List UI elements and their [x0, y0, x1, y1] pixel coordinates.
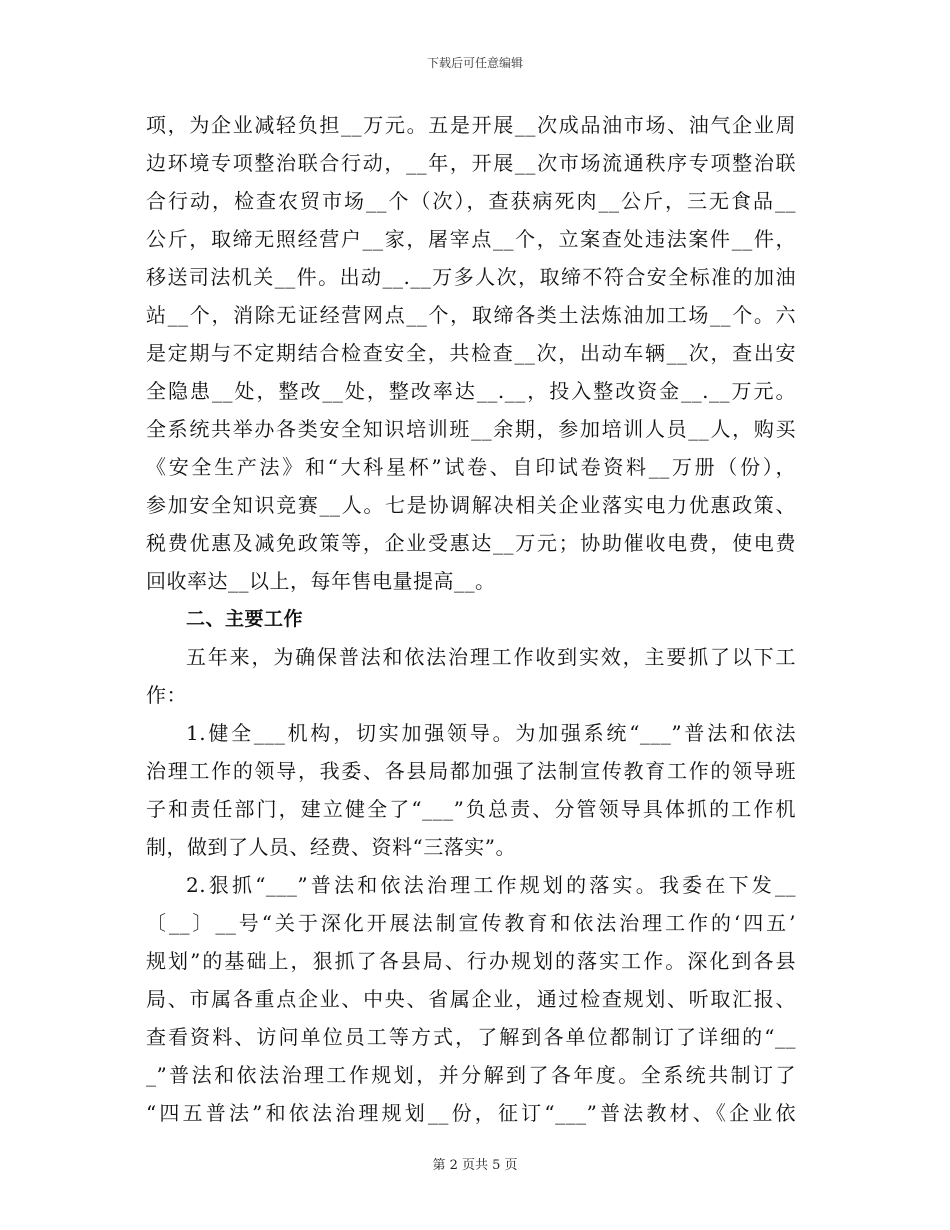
section-heading: 二、主要工作 — [186, 608, 304, 630]
list-item-2-line: 2.狠抓“___”普法和依法治理工作规划的落实。我委在下发__ — [186, 873, 796, 897]
body-line: 〔__〕__号“关于深化开展法制宣传教育和依法治理工作的‘四五’ — [146, 911, 796, 935]
list-item-1-line: 1.健全___机构，切实加强领导。为加强系统“___”普法和依法 — [186, 721, 796, 745]
page-footer: 第 2 页共 5 页 — [432, 1158, 518, 1173]
body-line: 子和责任部门，建立健全了“___”负总责、分管领导具体抓的工作机 — [146, 797, 796, 821]
document-body — [146, 106, 796, 1132]
body-line: 边环境专项整治联合行动，__年，开展__次市场流通秩序专项整治联 — [146, 151, 796, 175]
body-line: 回收率达__以上，每年售电量提高__。 — [146, 569, 496, 593]
body-line: 税费优惠及减免政策等，企业受惠达__万元；协助催收电费，使电费 — [146, 531, 796, 555]
body-line: “四五普法”和依法治理规划__份，征订“___”普法教材、《企业依 — [146, 1101, 796, 1125]
body-line: 移送司法机关__件。出动__.__万多人次，取缔不符合安全标准的加油 — [146, 265, 796, 289]
page-header: 下载后可任意编辑 — [426, 56, 523, 70]
body-line: 作： — [146, 683, 187, 707]
body-line: 站__个，消除无证经营网点__个，取缔各类土法炼油加工场__个。六 — [146, 303, 796, 327]
body-line: 全系统共举办各类安全知识培训班__余期，参加培训人员__人，购买 — [146, 417, 796, 441]
body-line: 规划”的基础上，狠抓了各县局、行办规划的落实工作。深化到各县 — [146, 949, 796, 973]
body-line: 局、市属各重点企业、中央、省属企业，通过检查规划、听取汇报、 — [146, 987, 796, 1011]
body-line: 《安全生产法》和“大科星杯”试卷、自印试卷资料__万册（份）， — [146, 455, 796, 479]
body-line: 合行动，检查农贸市场__个（次），查获病死肉__公斤，三无食品__ — [146, 189, 796, 213]
body-line: 治理工作的领导，我委、各县局都加强了法制宣传教育工作的领导班 — [146, 759, 796, 783]
body-line: 参加安全知识竞赛__人。七是协调解决相关企业落实电力优惠政策、 — [146, 493, 796, 517]
body-line: 公斤，取缔无照经营户__家，屠宰点__个，立案查处违法案件__件， — [146, 227, 796, 251]
body-line: 制，做到了人员、经费、资料“三落实”。 — [146, 835, 516, 859]
body-line: 查看资料、访问单位员工等方式，了解到各单位都制订了详细的“__ — [146, 1025, 796, 1049]
body-line: 是定期与不定期结合检查安全，共检查__次，出动车辆__次，查出安 — [146, 341, 796, 365]
body-line: 五年来，为确保普法和依法治理工作收到实效，主要抓了以下工 — [186, 645, 796, 669]
body-line: 全隐患__处，整改__处，整改率达__.__，投入整改资金__.__万元。 — [146, 379, 796, 403]
body-line: 项，为企业减轻负担__万元。五是开展__次成品油市场、油气企业周 — [146, 113, 796, 137]
body-line: _”普法和依法治理工作规划，并分解到了各年度。全系统共制订了 — [146, 1063, 796, 1087]
